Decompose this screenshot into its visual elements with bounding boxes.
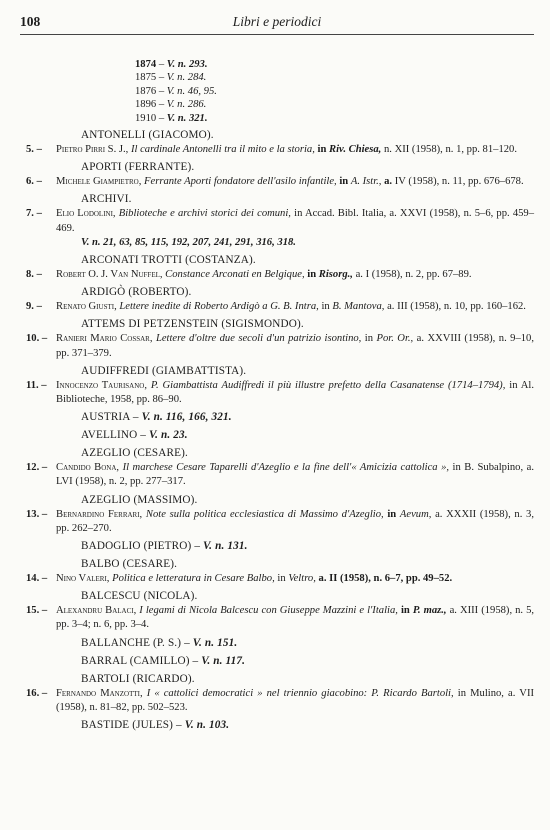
subject-heading: AUDIFFREDI (GIAMBATTISTA).: [81, 364, 247, 377]
entry-details: IV (1958), n. 11, pp. 676–678.: [394, 176, 524, 188]
subject-heading: BALCESCU (NICOLA).: [81, 590, 198, 603]
entry-title: Constance Arconati en Belgique,: [165, 269, 305, 281]
subject-heading: ANTONELLI (GIACOMO).: [81, 129, 214, 142]
subject-heading: BALBO (CESARE).: [81, 558, 178, 571]
entry-number: 11. –: [26, 379, 47, 391]
entry-number: 9. –: [26, 301, 42, 313]
entry-title: I legami di Nicola Balcescu con Giuseppe Mazzini e l'Italia,: [139, 605, 398, 617]
entry-author: Nino Valeri,: [56, 573, 110, 585]
entry-number: 7. –: [26, 208, 42, 220]
entry-number: 16. –: [26, 687, 48, 699]
bibliography-entry: 15. – Alexandru Balaci, I legami di Nicola Balcescu con Giuseppe Mazzini e l'Italia, in P. maz., a. XIII (1958), n. 5, pp. 3–4; n. 6, pp. 3–4.: [26, 604, 536, 632]
year-line: 1910 – V. n. 321.: [135, 112, 208, 124]
entry-details: a. XIII (1958), n. 5, pp. 3–4; n. 6, pp. 3–4.: [56, 605, 535, 631]
entry-journal: Veltro,: [288, 573, 316, 585]
subject-heading: BADOGLIO (PIETRO) – V. n. 131.: [81, 540, 248, 553]
bibliography-entry: 9. – Renato Giusti, Lettere inedite di Roberto Ardigò a G. B. Intra, in B. Mantova, a. III (1958), n. 10, pp. 160–162.: [26, 300, 536, 314]
entry-author: Innocenzo Taurisano,: [56, 379, 147, 391]
subject-heading: ARDIGÒ (ROBERTO).: [81, 286, 192, 299]
entry-author: Bernardino Ferrari,: [56, 508, 143, 520]
entry-number: 13. –: [26, 508, 48, 520]
entry-details: a. I (1958), n. 2, pp. 67–89.: [355, 269, 472, 281]
page-header: [20, 14, 534, 35]
bibliography-entry: 6. – Michele Giampietro, Ferrante Aporti fondatore dell'asilo infantile, in A. Istr., a. IV (1958), n. 11, pp. 676–678.: [26, 175, 536, 189]
entry-title: Politica e letteratura in Cesare Balbo,: [112, 573, 275, 585]
subject-heading: ATTEMS DI PETZENSTEIN (SIGISMONDO).: [81, 318, 304, 331]
entry-number: 5. –: [26, 144, 42, 156]
entry-title: Ferrante Aporti fondatore dell'asilo infantile,: [144, 176, 337, 188]
bibliography-entry: 13. – Bernardino Ferrari, Note sulla politica ecclesiastica di Massimo d'Azeglio, in Aevum, a. XXXII (1958), n. 3, pp. 262–270.: [26, 508, 536, 536]
see-reference: V. n. 151.: [192, 636, 238, 649]
entry-details: n. XII (1958), n. 1, pp. 81–120.: [383, 144, 517, 156]
entry-journal: B. Mantova,: [332, 301, 385, 313]
bibliography-entry: 10. – Ranieri Mario Cossar, Lettere d'oltre due secoli d'un patrizio isontino, in Por. Or., a. XXVIII (1958), n. 9–10, pp. 371–379.: [26, 332, 536, 360]
year-line: 1896 – V. n. 286.: [135, 99, 207, 111]
subject-heading: BARRAL (CAMILLO) – V. n. 117.: [81, 654, 246, 667]
year-line: 1876 – V. n. 46, 95.: [135, 85, 217, 97]
entry-journal: Por. Or.,: [376, 333, 414, 345]
entry-author: Fernando Manzotti,: [56, 687, 143, 699]
entry-title: Il cardinale Antonelli tra il mito e la storia,: [130, 144, 315, 156]
see-reference: V. n. 116, 166, 321.: [141, 411, 232, 424]
subject-heading: APORTI (FERRANTE).: [81, 161, 195, 174]
page-content: [26, 58, 536, 733]
entry-title: Note sulla politica ecclesiastica di Massimo d'Azeglio,: [145, 508, 384, 520]
entry-journal: P. maz.,: [412, 605, 447, 617]
subject-heading: AVELLINO – V. n. 23.: [81, 429, 188, 442]
entry-journal: Aevum,: [399, 508, 432, 520]
entry-journal: Risorg.,: [318, 269, 353, 281]
bibliography-entry: [26, 207, 536, 250]
entry-number: 8. –: [26, 269, 42, 281]
bibliography-entry: [26, 461, 536, 489]
bibliography-entry: [26, 379, 536, 407]
entry-author: Robert O. J. Van Nuffel,: [56, 269, 163, 281]
entry-author: Candido Bona,: [56, 462, 120, 474]
entry-details: a. II (1958), n. 6–7, pp. 49–52.: [318, 573, 453, 585]
entry-details: a. XXVIII (1958), n. 9–10, pp. 371–379.: [56, 333, 534, 359]
entry-details: in Mulino, a. VII (1958), n. 81–82, pp. 502–523.: [56, 687, 535, 713]
subject-heading: AZEGLIO (MASSIMO).: [81, 493, 198, 506]
see-reference: V. n. 23.: [148, 429, 188, 442]
entry-author: Pietro Pirri S. J.,: [56, 144, 129, 156]
entry-author: Renato Giusti,: [56, 301, 117, 313]
entry-title: Lettere inedite di Roberto Ardigò a G. B. Intra,: [119, 301, 319, 313]
subject-heading: BASTIDE (JULES) – V. n. 103.: [81, 719, 230, 732]
subject-heading: AUSTRIA – V. n. 116, 166, 321.: [81, 411, 232, 424]
entry-details: a. III (1958), n. 10, pp. 160–162.: [387, 301, 526, 313]
entry-details: in B. Subalpino, a. LVI (1958), n. 2, pp. 277–317.: [56, 462, 534, 488]
entry-author: Ranieri Mario Cossar,: [56, 333, 153, 345]
entry-number: 14. –: [26, 573, 48, 585]
subject-heading: BALLANCHE (P. S.) – V. n. 151.: [81, 636, 238, 649]
page-number: 108: [20, 14, 41, 29]
entry-journal: A. Istr.,: [350, 176, 382, 188]
year-line: 1875 – V. n. 284.: [135, 72, 207, 84]
entry-number: 15. –: [26, 605, 48, 617]
subject-heading: AZEGLIO (CESARE).: [81, 447, 188, 460]
year-cross-references: [135, 58, 536, 125]
subject-heading: ARCONATI TROTTI (COSTANZA).: [81, 254, 256, 267]
year-line: 1874 – V. n. 293.: [135, 59, 208, 70]
entry-title: Lettere d'oltre due secoli d'un patrizio isontino,: [155, 333, 362, 345]
entry-title: Biblioteche e archivi storici dei comuni,: [118, 208, 291, 220]
entry-number: 10. –: [26, 333, 48, 345]
entry-number: 6. –: [26, 176, 42, 188]
entry-author: Alexandru Balaci,: [56, 605, 137, 617]
bibliography-entry: [26, 687, 536, 715]
see-reference: V. n. 117.: [201, 654, 246, 667]
entry-details: in Accad. Bibl. Italia, a. XXVI (1958), n. 5–6, pp. 459–469.: [56, 208, 535, 234]
subject-heading: BARTOLI (RICARDO).: [81, 672, 195, 685]
entry-author: Michele Giampietro,: [56, 176, 142, 188]
entry-details: in Al. Biblioteche, 1958, pp. 86–90.: [56, 379, 535, 406]
bibliography-entry: 8. – Robert O. J. Van Nuffel, Constance Arconati en Belgique, in Risorg., a. I (1958), n. 2, pp. 67–89.: [26, 268, 536, 282]
entry-title: I « cattolici democratici » nel triennio giacobino: P. Ricardo Bartoli,: [146, 687, 454, 699]
entry-title: P. Giambattista Audiffredi il più illustre prefetto della Casanatense (1714–1794),: [150, 379, 506, 391]
see-reference: V. n. 103.: [184, 719, 230, 732]
entry-cross-reference: V. n. 21, 63, 85, 115, 192, 207, 241, 291, 316, 318.: [81, 236, 296, 248]
bibliography-entry: 14. – Nino Valeri, Politica e letteratura in Cesare Balbo, in Veltro, a. II (1958), n. 6–7, pp. 49–52.: [26, 572, 536, 586]
see-reference: V. n. 131.: [203, 540, 248, 553]
entry-journal: Riv. Chiesa,: [329, 144, 382, 156]
bibliography-entry: 5. – Pietro Pirri S. J., Il cardinale Antonelli tra il mito e la storia, in Riv. Chiesa, n. XII (1958), n. 1, pp. 81–120.: [26, 143, 536, 157]
entry-number: 12. –: [26, 462, 48, 474]
subject-heading: ARCHIVI.: [81, 193, 132, 206]
entry-title: Il marchese Cesare Taparelli d'Azeglio e la fine dell'« Amicizia cattolica »,: [122, 462, 450, 474]
running-title: Libri e periodici: [232, 14, 322, 29]
entry-author: Elio Lodolini,: [56, 208, 116, 220]
entry-details: a. XXXII (1958), n. 3, pp. 262–270.: [56, 508, 535, 534]
